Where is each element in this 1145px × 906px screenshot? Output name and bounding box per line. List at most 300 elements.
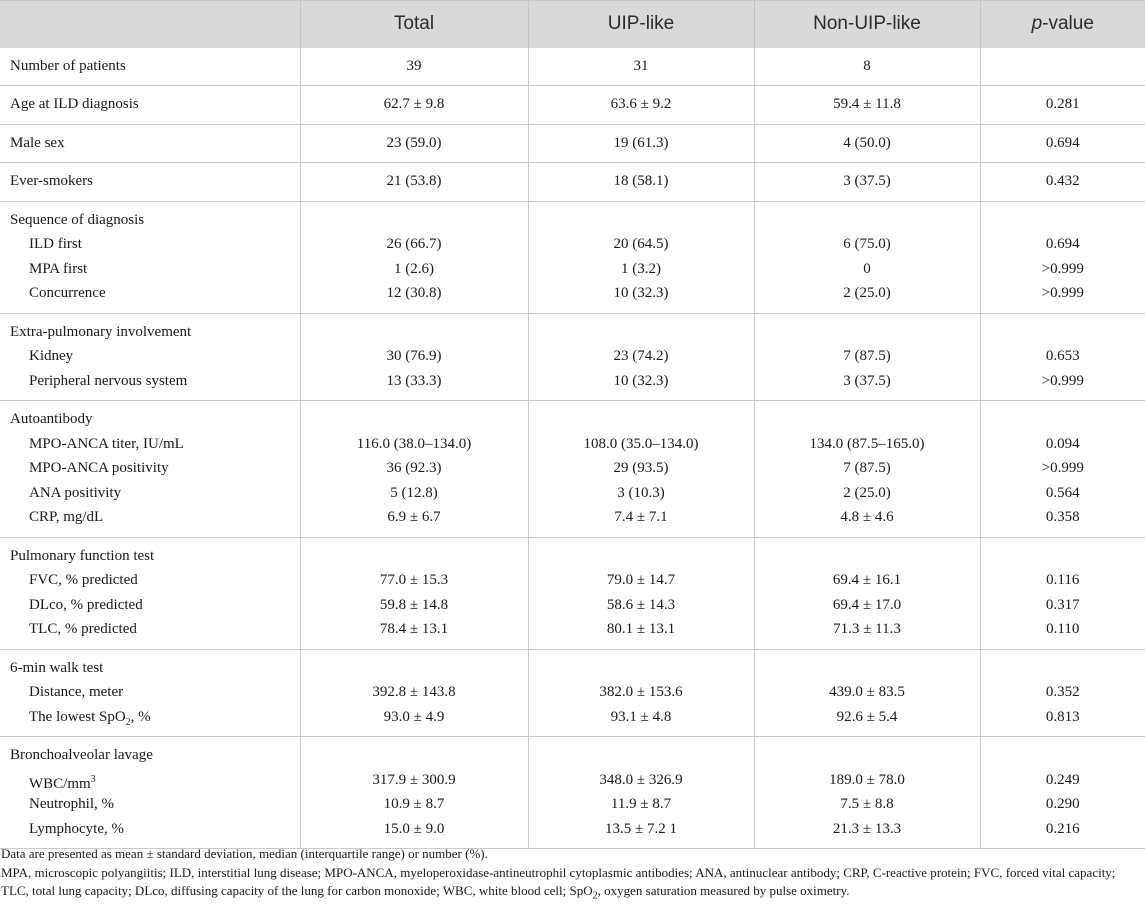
value-p — [981, 320, 1145, 345]
value-non-uip-like-text: 59.4 ± 11.8 — [833, 96, 901, 112]
value-total — [301, 568, 528, 593]
value-p-text: 0.694 — [1046, 236, 1080, 252]
row-label — [0, 320, 300, 345]
row-label-text: Male sex — [10, 135, 65, 151]
value-uip-like — [529, 232, 754, 257]
footnote-abbrev-sub: 2 — [593, 891, 598, 902]
value-uip-like-text: 3 (10.3) — [617, 485, 665, 501]
value-non-uip-like-text: 7 (87.5) — [843, 348, 891, 364]
value-uip-like-cell — [528, 313, 754, 401]
row-label — [0, 656, 300, 681]
value-uip-like — [529, 481, 754, 506]
row-label-text: FVC, % predicted — [29, 572, 138, 588]
row-label-text: Ever-smokers — [10, 173, 93, 189]
value-p-cell — [980, 124, 1145, 163]
value-uip-like — [529, 617, 754, 642]
row-label — [0, 169, 300, 194]
value-non-uip-like — [755, 617, 980, 642]
value-total — [301, 432, 528, 457]
value-uip-like — [529, 792, 754, 817]
value-uip-like-text: 13.5 ± 7.2 1 — [605, 821, 677, 837]
value-total-cell — [300, 201, 528, 313]
value-non-uip-like-text: 189.0 ± 78.0 — [829, 772, 905, 788]
header-label — [0, 1, 300, 48]
value-uip-like — [529, 656, 754, 681]
value-p — [981, 54, 1145, 79]
value-uip-like — [529, 544, 754, 569]
value-p — [981, 568, 1145, 593]
value-uip-like — [529, 369, 754, 394]
row-label-text: Extra-pulmonary involvement — [10, 324, 191, 340]
value-non-uip-like — [755, 369, 980, 394]
value-non-uip-like — [755, 593, 980, 618]
value-uip-like — [529, 54, 754, 79]
row-label-cell — [0, 124, 300, 163]
value-total-text: 36 (92.3) — [387, 460, 442, 476]
value-total-text: 62.7 ± 9.8 — [384, 96, 445, 112]
value-total — [301, 169, 528, 194]
row-label — [0, 456, 300, 481]
value-p — [981, 407, 1145, 432]
value-total — [301, 617, 528, 642]
row-label-subscript: 2 — [126, 717, 131, 728]
value-p — [981, 593, 1145, 618]
value-uip-like-text: 348.0 ± 326.9 — [599, 772, 682, 788]
value-p — [981, 481, 1145, 506]
value-uip-like — [529, 768, 754, 793]
value-total — [301, 680, 528, 705]
value-p-text: 0.116 — [1046, 572, 1079, 588]
value-uip-like-text: 20 (64.5) — [614, 236, 669, 252]
value-non-uip-like-text: 2 (25.0) — [843, 285, 891, 301]
row-label-cell — [0, 401, 300, 538]
value-non-uip-like — [755, 680, 980, 705]
value-non-uip-like — [755, 743, 980, 768]
value-non-uip-like-text: 7 (87.5) — [843, 460, 891, 476]
value-p — [981, 817, 1145, 842]
row-label-text: CRP, mg/dL — [29, 509, 103, 525]
value-p-text: >0.999 — [1042, 261, 1084, 277]
value-uip-like-cell — [528, 649, 754, 737]
value-total-cell — [300, 401, 528, 538]
value-total-text: 39 — [407, 58, 422, 74]
value-non-uip-like-cell — [754, 201, 980, 313]
row-label-text: Autoantibody — [10, 411, 93, 427]
row-label — [0, 369, 300, 394]
value-non-uip-like-cell — [754, 163, 980, 202]
value-uip-like — [529, 456, 754, 481]
value-non-uip-like — [755, 320, 980, 345]
row-label — [0, 593, 300, 618]
value-total — [301, 656, 528, 681]
value-p — [981, 432, 1145, 457]
row-label — [0, 705, 300, 730]
row-label — [0, 344, 300, 369]
value-total-text: 30 (76.9) — [387, 348, 442, 364]
row-label-text: The lowest SpO — [29, 709, 126, 725]
value-p — [981, 344, 1145, 369]
value-non-uip-like — [755, 817, 980, 842]
row-label-text: Number of patients — [10, 58, 126, 74]
header-p-value — [980, 1, 1145, 48]
value-total — [301, 281, 528, 306]
value-non-uip-like — [755, 792, 980, 817]
row-label-text: Distance, meter — [29, 684, 123, 700]
row-label-cell — [0, 537, 300, 649]
value-total — [301, 232, 528, 257]
value-non-uip-like-cell — [754, 401, 980, 538]
value-non-uip-like-text: 92.6 ± 5.4 — [837, 709, 898, 725]
value-total — [301, 456, 528, 481]
value-non-uip-like — [755, 281, 980, 306]
value-uip-like-text: 1 (3.2) — [621, 261, 661, 277]
value-total — [301, 705, 528, 730]
value-uip-like — [529, 169, 754, 194]
value-p-text: 0.110 — [1046, 621, 1079, 637]
value-p-cell — [980, 401, 1145, 538]
row-label — [0, 432, 300, 457]
value-p — [981, 456, 1145, 481]
value-uip-like — [529, 817, 754, 842]
row-label — [0, 505, 300, 530]
value-p-cell — [980, 313, 1145, 401]
table-footnotes — [0, 845, 1145, 906]
row-label-cell — [0, 201, 300, 313]
value-uip-like-cell — [528, 537, 754, 649]
footnote-abbrev-text: MPA, microscopic polyangiitis; ILD, interstitial lung disease; MPO-ANCA, myeloperoxidase-antineutrophil cytoplasmic antibodies; ANA, antinuclear antibody; CRP, C-reactive protein; FVC, forced vital capacity; TLC, total lung capacity; DLco, diffusing capacity of the lung for carbon monoxide; WBC, white blood cell; SpO — [1, 865, 1115, 899]
value-p-text: 0.564 — [1046, 485, 1080, 501]
row-label-text: DLco, % predicted — [29, 597, 143, 613]
value-non-uip-like-text: 3 (37.5) — [843, 173, 891, 189]
table-row-group — [0, 163, 1145, 202]
value-total — [301, 407, 528, 432]
row-label — [0, 768, 300, 793]
value-total-text: 77.0 ± 15.3 — [380, 572, 448, 588]
value-non-uip-like — [755, 705, 980, 730]
value-p-text: 0.317 — [1046, 597, 1080, 613]
value-total-cell — [300, 649, 528, 737]
value-p-cell — [980, 48, 1145, 86]
value-uip-like-cell — [528, 86, 754, 125]
value-uip-like — [529, 407, 754, 432]
value-p — [981, 544, 1145, 569]
value-non-uip-like-text: 3 (37.5) — [843, 373, 891, 389]
value-p-cell — [980, 86, 1145, 125]
value-total-text: 93.0 ± 4.9 — [384, 709, 445, 725]
value-uip-like-text: 58.6 ± 14.3 — [607, 597, 675, 613]
value-non-uip-like-text: 134.0 (87.5–165.0) — [810, 436, 925, 452]
value-total-text: 1 (2.6) — [394, 261, 434, 277]
value-p — [981, 369, 1145, 394]
value-non-uip-like — [755, 208, 980, 233]
row-label-text: ANA positivity — [29, 485, 121, 501]
value-p — [981, 232, 1145, 257]
value-uip-like-cell — [528, 124, 754, 163]
row-label — [0, 257, 300, 282]
header-non-uip-like: Non-UIP-like — [754, 1, 980, 48]
value-non-uip-like-cell — [754, 737, 980, 849]
value-non-uip-like-text: 439.0 ± 83.5 — [829, 684, 905, 700]
value-p — [981, 792, 1145, 817]
table-row-group — [0, 201, 1145, 313]
value-non-uip-like-text: 0 — [863, 261, 871, 277]
value-p — [981, 768, 1145, 793]
value-non-uip-like — [755, 344, 980, 369]
value-uip-like-text: 19 (61.3) — [614, 135, 669, 151]
value-non-uip-like — [755, 432, 980, 457]
value-uip-like-text: 93.1 ± 4.8 — [611, 709, 672, 725]
value-total — [301, 54, 528, 79]
value-p — [981, 705, 1145, 730]
value-p — [981, 131, 1145, 156]
row-label — [0, 131, 300, 156]
table-row-group — [0, 401, 1145, 538]
table-row-group — [0, 737, 1145, 849]
row-label-text: MPA first — [29, 261, 87, 277]
value-p — [981, 281, 1145, 306]
value-total-cell — [300, 737, 528, 849]
table-row-group — [0, 313, 1145, 401]
header-total: Total — [300, 1, 528, 48]
value-uip-like — [529, 705, 754, 730]
row-label-cell — [0, 86, 300, 125]
row-label-tail: , % — [131, 709, 151, 725]
value-non-uip-like — [755, 407, 980, 432]
value-uip-like — [529, 257, 754, 282]
value-p-text: 0.653 — [1046, 348, 1080, 364]
value-uip-like — [529, 432, 754, 457]
value-uip-like — [529, 320, 754, 345]
value-non-uip-like — [755, 257, 980, 282]
value-total-cell — [300, 313, 528, 401]
row-label-text: MPO-ANCA positivity — [29, 460, 169, 476]
value-p-text: 0.694 — [1046, 135, 1080, 151]
value-uip-like-text: 63.6 ± 9.2 — [611, 96, 672, 112]
value-total — [301, 257, 528, 282]
value-non-uip-like — [755, 481, 980, 506]
value-total — [301, 92, 528, 117]
row-label — [0, 792, 300, 817]
row-label — [0, 568, 300, 593]
value-p — [981, 505, 1145, 530]
value-uip-like — [529, 131, 754, 156]
value-uip-like-text: 108.0 (35.0–134.0) — [584, 436, 699, 452]
row-label-text: ILD first — [29, 236, 82, 252]
value-total-text: 392.8 ± 143.8 — [372, 684, 455, 700]
value-p-text: 0.352 — [1046, 684, 1080, 700]
table-header-row — [0, 1, 1145, 48]
value-non-uip-like-text: 6 (75.0) — [843, 236, 891, 252]
value-non-uip-like-cell — [754, 86, 980, 125]
value-uip-like-text: 29 (93.5) — [614, 460, 669, 476]
row-label-text: Bronchoalveolar lavage — [10, 747, 153, 763]
value-p — [981, 680, 1145, 705]
footnote-abbreviations — [0, 864, 1145, 906]
value-non-uip-like — [755, 131, 980, 156]
value-uip-like — [529, 568, 754, 593]
value-total — [301, 369, 528, 394]
value-total — [301, 768, 528, 793]
value-uip-like-cell — [528, 48, 754, 86]
value-p-text: 0.432 — [1046, 173, 1080, 189]
row-label — [0, 407, 300, 432]
value-p-text: 0.094 — [1046, 436, 1080, 452]
value-total — [301, 505, 528, 530]
value-total-text: 26 (66.7) — [387, 236, 442, 252]
row-label-text: MPO-ANCA titer, IU/mL — [29, 436, 184, 452]
header-p-rest: -value — [1042, 13, 1094, 34]
row-label-text: Age at ILD diagnosis — [10, 96, 139, 112]
value-p-text: >0.999 — [1042, 373, 1084, 389]
value-total-text: 5 (12.8) — [390, 485, 438, 501]
value-total-cell — [300, 48, 528, 86]
table-row-group — [0, 48, 1145, 86]
value-uip-like — [529, 743, 754, 768]
value-p-text: >0.999 — [1042, 285, 1084, 301]
value-non-uip-like-text: 7.5 ± 8.8 — [840, 796, 893, 812]
value-total-cell — [300, 163, 528, 202]
value-uip-like-cell — [528, 737, 754, 849]
value-non-uip-like — [755, 456, 980, 481]
value-non-uip-like — [755, 54, 980, 79]
value-total — [301, 131, 528, 156]
value-non-uip-like-cell — [754, 313, 980, 401]
value-p — [981, 208, 1145, 233]
value-uip-like — [529, 505, 754, 530]
row-label-text: Concurrence — [29, 285, 106, 301]
row-label-superscript: 3 — [91, 774, 96, 785]
value-uip-like-text: 10 (32.3) — [614, 285, 669, 301]
value-uip-like — [529, 593, 754, 618]
value-p-cell — [980, 737, 1145, 849]
footnote-abbrev-tail: , oxygen saturation measured by pulse oximetry. — [598, 883, 850, 898]
value-non-uip-like — [755, 568, 980, 593]
value-total — [301, 743, 528, 768]
row-label-cell — [0, 163, 300, 202]
value-non-uip-like — [755, 544, 980, 569]
row-label-text: TLC, % predicted — [29, 621, 137, 637]
value-total — [301, 544, 528, 569]
value-uip-like-text: 18 (58.1) — [614, 173, 669, 189]
value-total-text: 59.8 ± 14.8 — [380, 597, 448, 613]
value-total-text: 23 (59.0) — [387, 135, 442, 151]
value-non-uip-like — [755, 92, 980, 117]
value-non-uip-like-text: 71.3 ± 11.3 — [833, 621, 901, 637]
row-label — [0, 92, 300, 117]
row-label-text: Peripheral nervous system — [29, 373, 187, 389]
value-uip-like-text: 382.0 ± 153.6 — [599, 684, 682, 700]
value-non-uip-like-cell — [754, 124, 980, 163]
row-label-cell — [0, 48, 300, 86]
row-label — [0, 743, 300, 768]
footnote-data-presentation: Data are presented as mean ± standard deviation, median (interquartile range) or number (%). — [0, 845, 1145, 864]
value-total-text: 116.0 (38.0–134.0) — [357, 436, 471, 452]
value-non-uip-like-text: 69.4 ± 16.1 — [833, 572, 901, 588]
value-total — [301, 320, 528, 345]
row-label-text: WBC/mm — [29, 776, 91, 792]
value-total-text: 15.0 ± 9.0 — [384, 821, 445, 837]
value-p-text: 0.281 — [1046, 96, 1080, 112]
value-total-cell — [300, 124, 528, 163]
value-uip-like — [529, 208, 754, 233]
value-p-text: 0.249 — [1046, 772, 1080, 788]
value-p-text: 0.216 — [1046, 821, 1080, 837]
value-non-uip-like-text: 2 (25.0) — [843, 485, 891, 501]
value-non-uip-like-cell — [754, 48, 980, 86]
header-uip-like: UIP-like — [528, 1, 754, 48]
table-row-group — [0, 537, 1145, 649]
value-uip-like-cell — [528, 163, 754, 202]
row-label-text: Sequence of diagnosis — [10, 212, 144, 228]
value-total — [301, 481, 528, 506]
value-uip-like — [529, 92, 754, 117]
value-total — [301, 792, 528, 817]
value-non-uip-like — [755, 169, 980, 194]
value-uip-like-text: 80.1 ± 13.1 — [607, 621, 675, 637]
value-non-uip-like-cell — [754, 649, 980, 737]
row-label — [0, 481, 300, 506]
value-uip-like-text: 79.0 ± 14.7 — [607, 572, 675, 588]
value-uip-like — [529, 680, 754, 705]
row-label-text: Lymphocyte, % — [29, 821, 124, 837]
value-uip-like-text: 10 (32.3) — [614, 373, 669, 389]
value-total-cell — [300, 537, 528, 649]
header-p-italic: p — [1032, 13, 1043, 34]
value-non-uip-like-cell — [754, 537, 980, 649]
value-total-text: 78.4 ± 13.1 — [380, 621, 448, 637]
row-label — [0, 208, 300, 233]
value-uip-like-text: 11.9 ± 8.7 — [611, 796, 671, 812]
value-non-uip-like-text: 69.4 ± 17.0 — [833, 597, 901, 613]
row-label — [0, 281, 300, 306]
value-non-uip-like — [755, 232, 980, 257]
value-p-text: 0.358 — [1046, 509, 1080, 525]
row-label — [0, 232, 300, 257]
value-total-text: 317.9 ± 300.9 — [372, 772, 455, 788]
value-uip-like-text: 7.4 ± 7.1 — [614, 509, 667, 525]
value-p-cell — [980, 649, 1145, 737]
row-label — [0, 817, 300, 842]
row-label-text: Kidney — [29, 348, 73, 364]
row-label-cell — [0, 737, 300, 849]
value-total-cell — [300, 86, 528, 125]
value-total — [301, 593, 528, 618]
value-p-cell — [980, 201, 1145, 313]
value-p-cell — [980, 537, 1145, 649]
value-total-text: 10.9 ± 8.7 — [384, 796, 445, 812]
value-total — [301, 817, 528, 842]
table-row-group — [0, 649, 1145, 737]
value-total-text: 6.9 ± 6.7 — [387, 509, 440, 525]
value-total — [301, 344, 528, 369]
value-p-text: 0.813 — [1046, 709, 1080, 725]
row-label-text: Pulmonary function test — [10, 548, 154, 564]
value-p — [981, 257, 1145, 282]
value-p — [981, 743, 1145, 768]
value-p — [981, 169, 1145, 194]
row-label — [0, 617, 300, 642]
value-p-text: 0.290 — [1046, 796, 1080, 812]
row-label — [0, 680, 300, 705]
value-non-uip-like — [755, 505, 980, 530]
value-p-text: >0.999 — [1042, 460, 1084, 476]
value-uip-like — [529, 281, 754, 306]
row-label-text: 6-min walk test — [10, 660, 103, 676]
row-label — [0, 544, 300, 569]
value-total-text: 13 (33.3) — [387, 373, 442, 389]
value-non-uip-like — [755, 656, 980, 681]
row-label-cell — [0, 313, 300, 401]
